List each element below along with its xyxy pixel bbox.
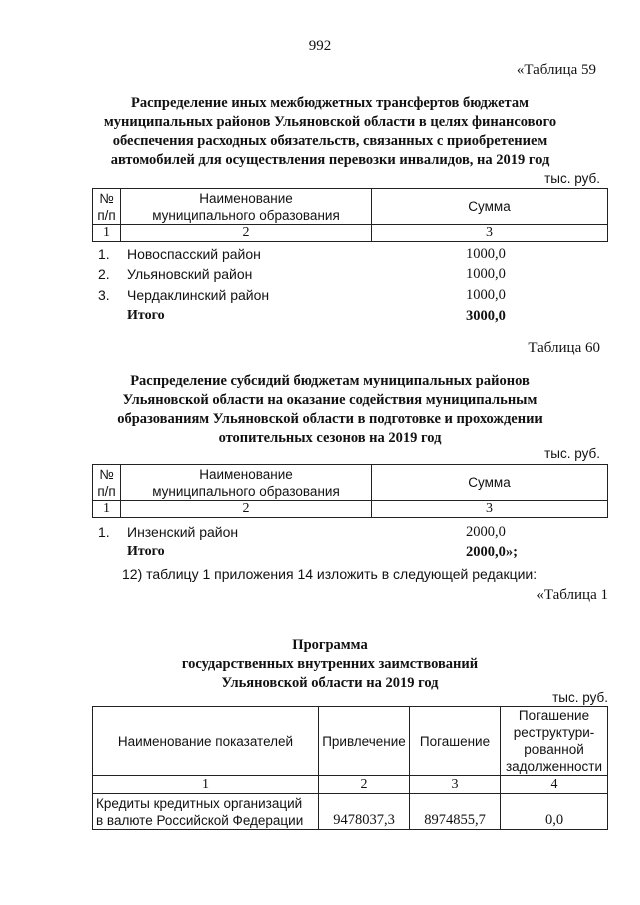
table-60	[92, 464, 608, 518]
col-index: 4	[501, 776, 608, 794]
header-sum: Сумма	[372, 465, 608, 501]
header-attraction: Привлечение	[319, 707, 410, 776]
table-60-label: Таблица 60	[528, 340, 600, 356]
table-59-label: «Таблица 59	[516, 62, 596, 78]
row-number: 1.	[98, 246, 110, 262]
col-index: 3	[372, 501, 608, 518]
total-sum: 2000,0»;	[466, 544, 518, 560]
header-repayment: Погашение	[410, 707, 501, 776]
row-name: Ульяновский район	[127, 266, 253, 282]
header-number: № п/п	[93, 189, 121, 225]
row-sum: 1000,0	[466, 287, 506, 303]
header-number: № п/п	[93, 465, 121, 501]
table-59	[92, 188, 608, 242]
col-index: 2	[121, 501, 372, 518]
total-label: Итого	[127, 308, 165, 323]
table-59-unit: тыс. руб.	[544, 171, 600, 186]
col-index: 2	[319, 776, 410, 794]
page-number: 992	[308, 38, 332, 54]
col-index: 1	[93, 225, 121, 242]
col-index: 2	[121, 225, 372, 242]
table-60-unit: тыс. руб.	[544, 446, 600, 461]
table-1-unit: тыс. руб.	[552, 690, 608, 705]
row-attraction: 9478037,3	[319, 794, 410, 830]
header-restructured-repayment: Погашение реструктури- рованной задолженности	[501, 707, 608, 776]
table-1-title: Программа государственных внутренних заимствований Ульяновской области на 2019 год	[181, 637, 479, 691]
row-name: Новоспасский район	[127, 246, 261, 262]
table-1	[92, 706, 608, 830]
header-name: Наименование муниципального образования	[121, 189, 372, 225]
row-number: 3.	[98, 287, 110, 303]
col-index: 1	[93, 776, 319, 794]
row-name: Кредиты кредитных организаций в валюте Российской Федерации	[93, 794, 319, 830]
row-sum: 1000,0	[466, 246, 506, 262]
row-repayment: 8974855,7	[410, 794, 501, 830]
row-name: Чердаклинский район	[127, 287, 270, 303]
col-index: 1	[93, 501, 121, 518]
header-indicator: Наименование показателей	[93, 707, 319, 776]
table-59-title: Распределение иных межбюджетных трансфертов бюджетам муниципальных районов Ульяновской области в целях финансового обеспечения расходных обязательств, связанных с приобретением автомобилей для осуществления перевозки инвалидов, на 2019 год	[103, 95, 557, 168]
row-sum: 2000,0	[466, 524, 506, 540]
col-index: 3	[372, 225, 608, 242]
header-name: Наименование муниципального образования	[121, 465, 372, 501]
row-number: 2.	[98, 266, 110, 282]
col-index: 3	[410, 776, 501, 794]
row-sum: 1000,0	[466, 266, 506, 282]
table-60-title: Распределение субсидий бюджетам муниципальных районов Ульяновской области на оказание содействия муниципальным образованиям Ульяновской области в подготовке и прохождении отопительных сезонов на 2019 год	[117, 373, 543, 446]
row-name: Инзенский район	[127, 524, 239, 540]
table-1-label: «Таблица 1	[536, 587, 608, 603]
total-label: Итого	[127, 544, 165, 559]
total-sum: 3000,0	[466, 308, 506, 324]
amendment-note: 12) таблицу 1 приложения 14 изложить в следующей редакции:	[122, 566, 538, 582]
row-number: 1.	[98, 524, 110, 540]
row-restructured: 0,0	[501, 794, 608, 830]
header-sum: Сумма	[372, 189, 608, 225]
